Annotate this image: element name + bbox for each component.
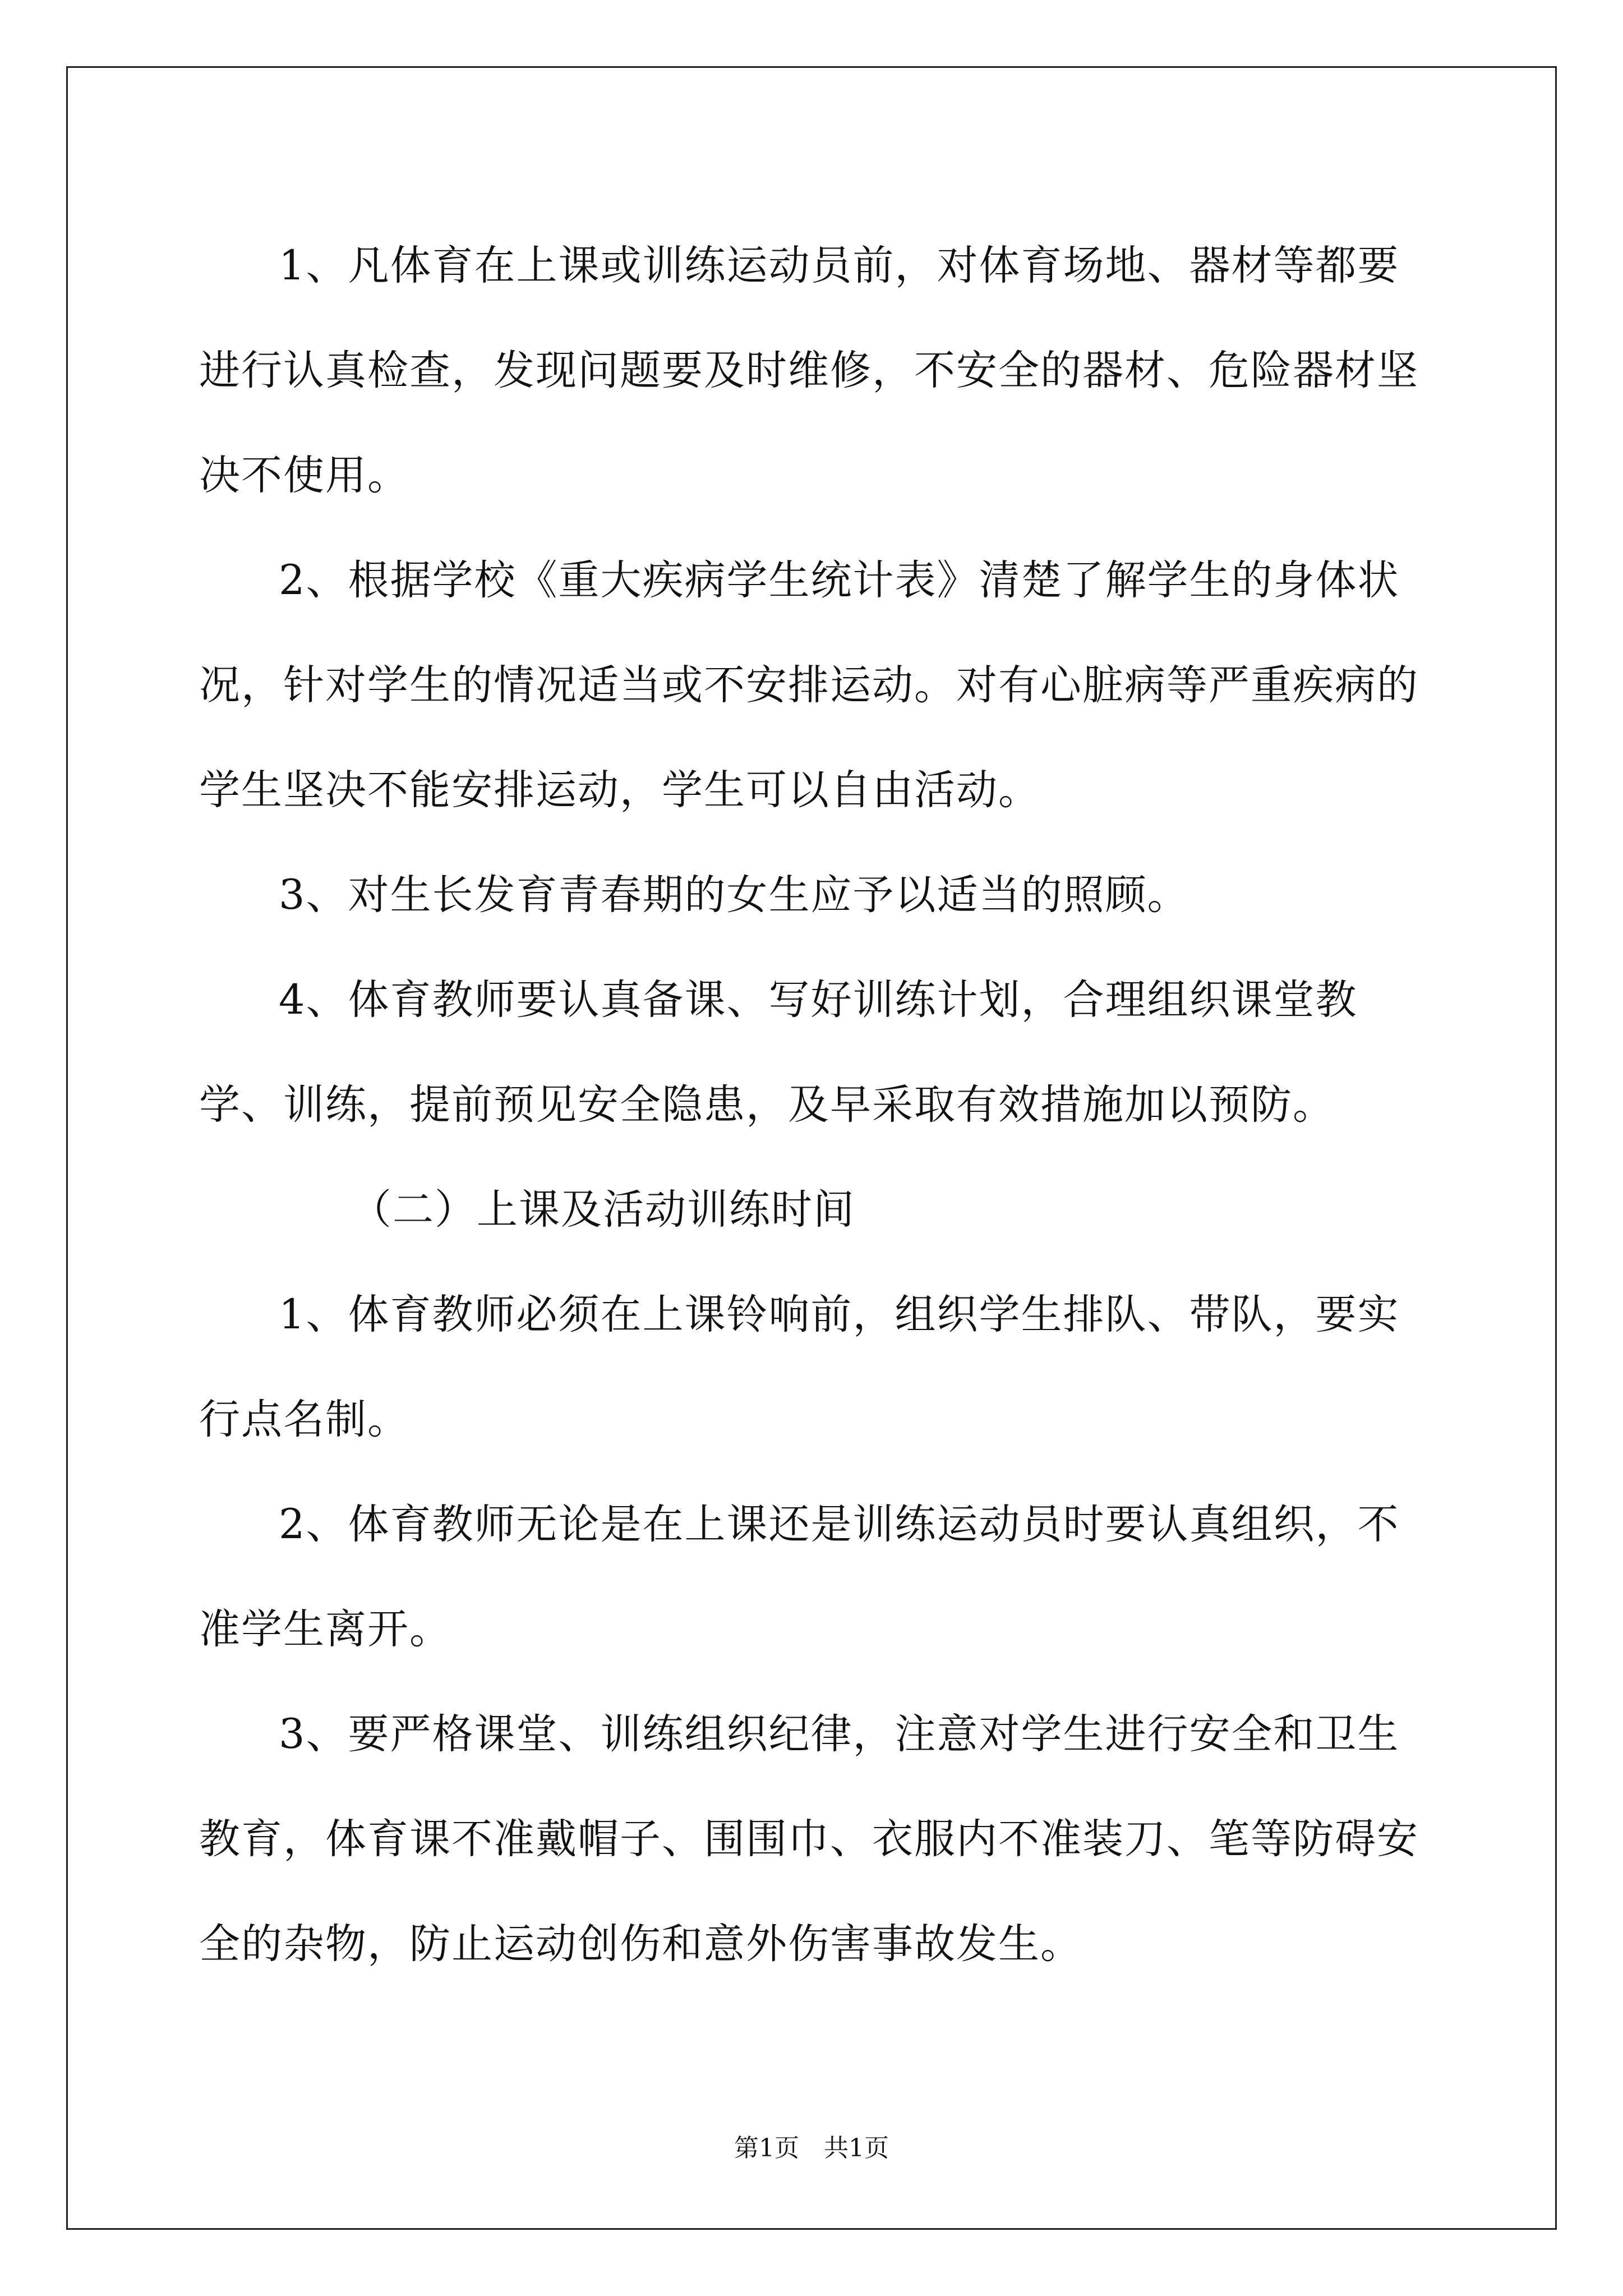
document-body: [199, 213, 1427, 1996]
section-heading: （二）上课及活动训练时间: [351, 1186, 855, 1234]
paragraph-3: 3、对生长发育青春期的女生应予以适当的照顾。: [279, 871, 1189, 919]
paragraph-1: 1、凡体育在上课或训练运动员前，对体育场地、器材等都要进行认真检查，发现问题要及时维修，不安全的器材、危险器材坚决不使用。: [199, 242, 1419, 499]
paragraph-4: 4、体育教师要认真备课、写好训练计划，合理组织课堂教学、训练，提前预见安全隐患，及早采取有效措施加以预防。: [199, 976, 1358, 1129]
paragraph-2: 2、根据学校《重大疾病学生统计表》清楚了解学生的身体状况，针对学生的情况适当或不安排运动。对有心脏病等严重疾病的学生坚决不能安排运动，学生可以自由活动。: [199, 556, 1419, 814]
page-number-footer: 第1页 共1页: [734, 2134, 889, 2162]
paragraph-6: 2、体育教师无论是在上课还是训练运动员时要认真组织，不准学生离开。: [199, 1501, 1400, 1653]
paragraph-5: 1、体育教师必须在上课铃响前，组织学生排队、带队，要实行点名制。: [199, 1291, 1400, 1443]
paragraph-7: 3、要严格课堂、训练组织纪律，注意对学生进行安全和卫生教育，体育课不准戴帽子、围围巾、衣服内不准装刀、笔等防碍安全的杂物，防止运动创伤和意外伤害事故发生。: [199, 1710, 1419, 1968]
